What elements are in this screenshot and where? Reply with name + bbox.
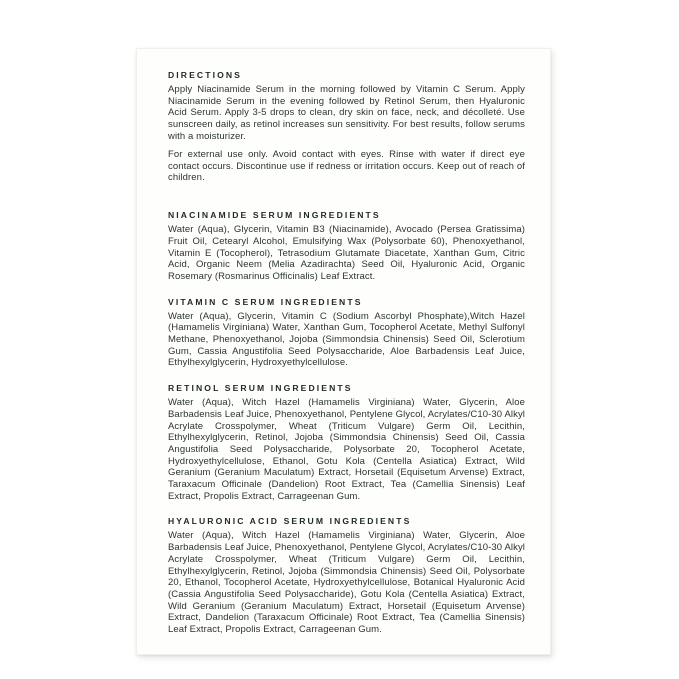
- niacinamide-serum-ingredients-list: Water (Aqua), Glycerin, Vitamin B3 (Niacinamide), Avocado (Persea Gratissima) Fruit Oil, Cetearyl Alcohol, Emulsifying Wax (Polysorbate 60), Phenoxyethanol, Vitamin E (Tocopherol), Tetrasodium Glutamate Diacetate, Xanthan Gum, Citric Acid, Organic Neem (Melia Azadirachta) Seed Oil, Hyaluronic Acid, Organic Rosemary (Rosmarinus Officinalis) Leaf Extract.: [168, 224, 525, 282]
- retinol-serum-ingredients-list: Water (Aqua), Witch Hazel (Hamamelis Virginiana) Water, Glycerin, Aloe Barbadensis Leaf Juice, Phenoxyethanol, Pentylene Glycol, Acrylates/C10-30 Alkyl Acrylate Crosspolymer, Wheat (Triticum Vulgare) Germ Oil, Lecithin, Ethylhexylglycerin, Retinol, Jojoba (Simmondsia Chinensis) Seed Oil, Cassia Angustifolia Seed Polysaccharide, Polysorbate 20, Tocopherol Acetate, Hydroxyethylcellulose, Ethanol, Gotu Kola (Centella Asiatica) Extract, Wild Geranium (Geranium Maculatum) Extract, Horsetail (Equisetum Arvense) Extract, Taraxacum Officinale (Dandelion) Root Extract, Tea (Camellia Sinensis) Leaf Extract, Propolis Extract, Carrageenan Gum.: [168, 397, 525, 502]
- directions-usage-paragraph: Apply Niacinamide Serum in the morning followed by Vitamin C Serum. Apply Niacinamide Serum in the evening followed by Retinol Serum, then Hyaluronic Acid Serum. Apply 3-5 drops to clean, dry skin on face, neck, and décolleté. Use sunscreen daily, as retinol increases sun sensitivity. For best results, follow serums with a moisturizer.: [168, 84, 525, 142]
- hyaluronic-acid-serum-ingredients-list: Water (Aqua), Witch Hazel (Hamamelis Virginiana) Water, Glycerin, Aloe Barbadensis Leaf Juice, Phenoxyethanol, Pentylene Glycol, Acrylates/C10-30 Alkyl Acrylate Crosspolymer, Wheat (Triticum Vulgare) Germ Oil, Lecithin, Ethylhexylglycerin, Retinol, Jojoba (Simmondsia Chinensis) Seed Oil, Polysorbate 20, Ethanol, Tocopherol Acetate, Hydroxyethylcellulose, Botanical Hyaluronic Acid (Cassia Angustifolia Seed Polysaccharide), Gotu Kola (Centella Asiatica) Extract, Wild Geranium (Geranium Maculatum) Extract, Horsetail (Equisetum Arvense) Extract, Dandelion (Taraxacum Officinale) Root Extract, Tea (Camellia Sinensis) Leaf Extract, Propolis Extract, Carrageenan Gum.: [168, 530, 525, 636]
- directions-warning-paragraph: For external use only. Avoid contact with eyes. Rinse with water if direct eye contact occurs. Discontinue use if redness or irritation occurs. Keep out of reach of children.: [168, 149, 525, 184]
- niacinamide-serum-ingredients-section: [168, 210, 525, 283]
- vitamin-c-serum-ingredients-list: Water (Aqua), Glycerin, Vitamin C (Sodium Ascorbyl Phosphate),Witch Hazel (Hamamelis Virginiana) Water, Xanthan Gum, Tocopherol Acetate, Methyl Sulfonyl Methane, Phenoxyethanol, Jojoba (Simmondsia Chinensis) Seed Oil, Sclerotium Gum, Cassia Angustifolia Seed Polysaccharide, Aloe Barbadensis Leaf Juice, Ethylhexylglycerin, Hydroxyethylcellulose.: [168, 310, 525, 369]
- niacinamide-serum-ingredients-heading: NIACINAMIDE SERUM INGREDIENTS: [168, 210, 381, 221]
- hyaluronic-acid-serum-ingredients-section: [168, 516, 525, 635]
- retinol-serum-ingredients-heading: RETINOL SERUM INGREDIENTS: [168, 383, 353, 394]
- vitamin-c-serum-ingredients-heading: VITAMIN C SERUM INGREDIENTS: [168, 296, 363, 307]
- ingredients-label-card: [136, 48, 551, 655]
- vitamin-c-serum-ingredients-section: [168, 297, 525, 370]
- directions-heading: DIRECTIONS: [168, 70, 242, 80]
- hyaluronic-acid-serum-ingredients-heading: HYALURONIC ACID SERUM INGREDIENTS: [168, 516, 412, 527]
- retinol-serum-ingredients-section: [168, 383, 525, 502]
- directions-section: [168, 70, 525, 184]
